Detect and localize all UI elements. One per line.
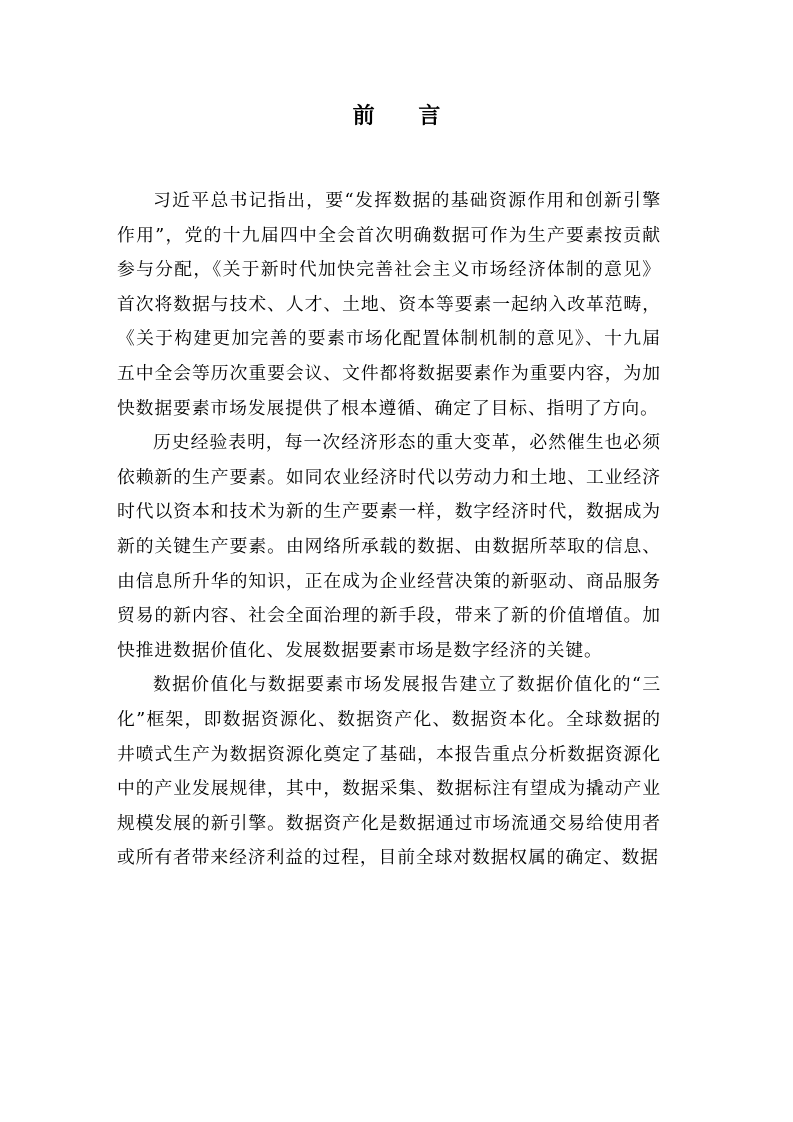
paragraph-2: 历史经验表明，每一次经济形态的重大变革，必然催生也必须依赖新的生产要素。如同农业经济时代以劳动力和土地、工业经济时代以资本和技术为新的生产要素一样，数字经济时代，数据成为新的关键生产要素。由网络所承载的数据、由数据所萃取的信息、由信息所升华的知识，正在成为企业经营决策的新驱动、商品服务贸易的新内容、社会全面治理的新手段，带来了新的价值增值。加快推进数据价值化、发展数据要素市场是数字经济的关键。 bbox=[117, 432, 661, 661]
document-body bbox=[117, 184, 661, 876]
paragraph-3: 数据价值化与数据要素市场发展报告建立了数据价值化的“三化”框架，即数据资源化、数据资产化、数据资本化。全球数据的井喷式生产为数据资源化奠定了基础，本报告重点分析数据资源化中的产业发展规律，其中，数据采集、数据标注有望成为撬动产业规模发展的新引擎。数据资产化是数据通过市场流通交易给使用者或所有者带来经济利益的过程，目前全球对数据权属的确定、数据 bbox=[117, 674, 661, 869]
page-title: 前 言 bbox=[352, 104, 459, 129]
paragraph-1: 习近平总书记指出，要“发挥数据的基础资源作用和创新引擎作用”，党的十九届四中全会首次明确数据可作为生产要素按贡献参与分配，《关于新时代加快完善社会主义市场经济体制的意见》首次将数据与技术、人才、土地、资本等要素一起纳入改革范畴，《关于构建更加完善的要素市场化配置体制机制的意见》、十九届五中全会等历次重要会议、文件都将数据要素作为重要内容，为加快数据要素市场发展提供了根本遵循、确定了目标、指明了方向。 bbox=[117, 190, 661, 419]
